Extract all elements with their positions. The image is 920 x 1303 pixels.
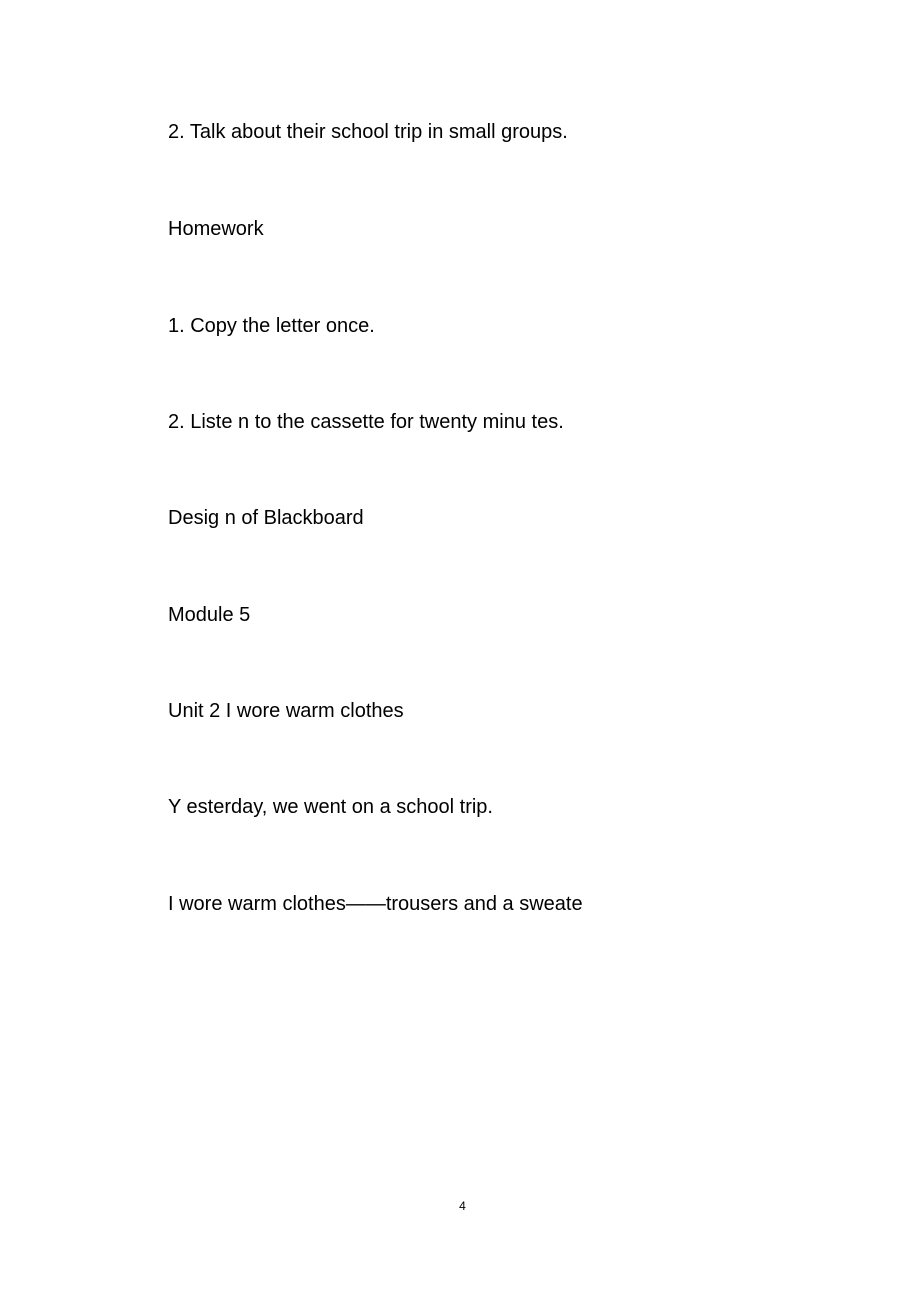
blackboard-module: Module 5 [168,604,251,626]
page-number: 4 [459,1199,466,1213]
activity-item-talk: 2. Talk about their school trip in small groups. [168,121,568,143]
section-heading-homework: Homework [168,218,264,240]
homework-item-copy: 1. Copy the letter once. [168,315,375,337]
blackboard-sentence-2: I wore warm clothes——trousers and a sweate [168,893,583,915]
blackboard-sentence-1: Y esterday, we went on a school trip. [168,796,493,818]
section-heading-blackboard: Desig n of Blackboard [168,507,364,529]
homework-item-listen: 2. Liste n to the cassette for twenty minu tes. [168,411,564,433]
blackboard-unit: Unit 2 I wore warm clothes [168,700,404,722]
